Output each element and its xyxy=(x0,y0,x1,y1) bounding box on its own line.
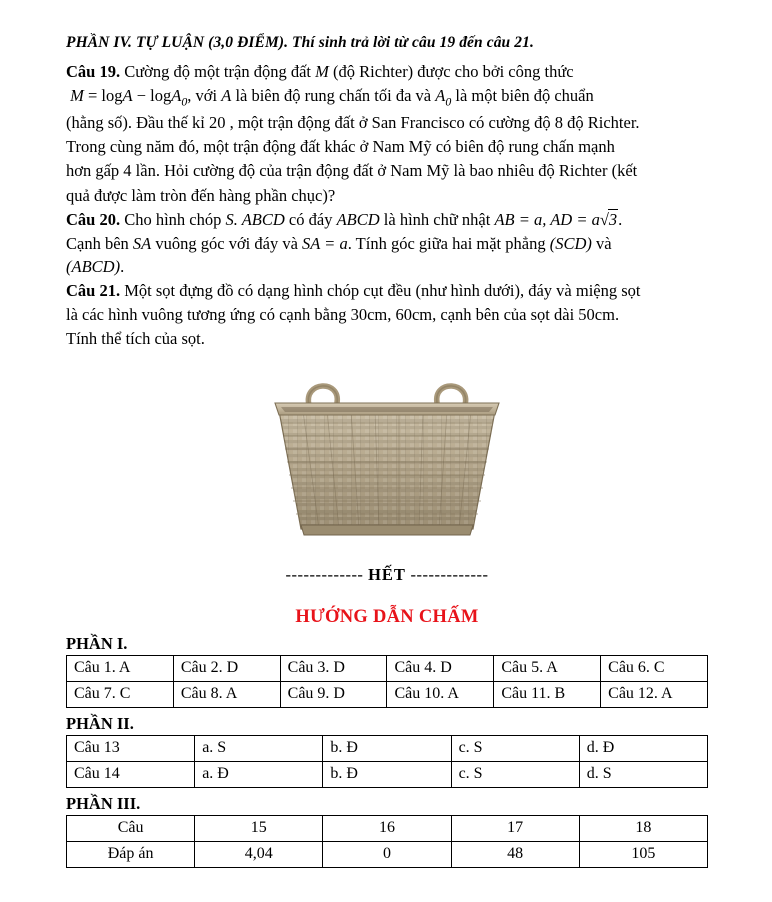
basket-figure xyxy=(66,363,708,555)
cell: d. S xyxy=(579,761,707,787)
table-row xyxy=(67,815,708,841)
cell: a. S xyxy=(195,735,323,761)
section-heading: PHẦN IV. TỰ LUẬN (3,0 ĐIỂM). Thí sinh trả lời từ câu 19 đến câu 21. xyxy=(66,34,534,51)
cell: Câu 10. A xyxy=(387,681,494,707)
question-19-line-6: quả được làm tròn đến hàng phần chục)? xyxy=(66,185,336,205)
cell: Câu 11. B xyxy=(494,681,601,707)
cell: c. S xyxy=(451,761,579,787)
part-2-table-wrap xyxy=(66,735,708,788)
cell: 16 xyxy=(323,815,451,841)
question-19-text-1: Cường độ một trận động đất M (độ Richter) được cho bởi công thức xyxy=(124,62,574,81)
cell: 4,04 xyxy=(195,841,323,867)
cell: 0 xyxy=(323,841,451,867)
cell: b. Đ xyxy=(323,761,451,787)
cell: 48 xyxy=(451,841,579,867)
question-20-line-2: Cạnh bên SA vuông góc với đáy và SA = a. Tính góc giữa hai mặt phẳng (SCD) và xyxy=(66,233,612,253)
part-1-table xyxy=(66,655,708,708)
part-2-table xyxy=(66,735,708,788)
end-marker xyxy=(66,565,708,585)
cell: Câu xyxy=(67,815,195,841)
question-21-text-1: Một sọt đựng đồ có dạng hình chóp cụt đều (như hình dưới), đáy và miệng sọt xyxy=(124,280,641,300)
woven-basket-icon xyxy=(257,363,517,553)
cell: Câu 12. A xyxy=(601,681,708,707)
cell: a. Đ xyxy=(195,761,323,787)
cell: Câu 6. C xyxy=(601,655,708,681)
question-19-line-1 xyxy=(66,60,708,83)
question-21-line-3: Tính thể tích của sọt. xyxy=(66,329,205,349)
cell: Câu 1. A xyxy=(67,655,174,681)
question-20-line-3: (ABCD). xyxy=(66,257,125,277)
table-row xyxy=(67,841,708,867)
question-19-label: Câu 19. xyxy=(66,62,121,81)
question-19-line-3: (hằng số). Đầu thế kỉ 20 , một trận động đất ở San Francisco có cường độ 8 độ Richter. xyxy=(66,112,640,132)
end-dashes-left: ------------- xyxy=(285,564,364,584)
part-1-label: PHẦN I. xyxy=(66,633,128,653)
question-21-line-2: là các hình vuông tương ứng có cạnh bằng 30cm, 60cm, cạnh bên của sọt dài 50cm. xyxy=(66,304,620,324)
end-word: HẾT xyxy=(368,564,406,584)
cell: c. S xyxy=(451,735,579,761)
cell: d. Đ xyxy=(579,735,707,761)
part-2-label: PHẦN II. xyxy=(66,713,134,733)
cell: Câu 14 xyxy=(67,761,195,787)
cell: Câu 5. A xyxy=(494,655,601,681)
question-21-line-1 xyxy=(66,279,708,302)
question-20-line-1: Câu 20. Cho hình chóp S. ABCD có đáy ABCD là hình chữ nhật AB = a, AD = a√3. xyxy=(66,210,623,230)
part-1-table-wrap xyxy=(66,655,708,708)
cell: Câu 7. C xyxy=(67,681,174,707)
question-19-line-5: hơn gấp 4 lần. Hỏi cường độ của trận động đất ở Nam Mỹ là bao nhiêu độ Richter (kết xyxy=(66,161,638,181)
part-3-label: PHẦN III. xyxy=(66,793,141,813)
cell: Câu 8. A xyxy=(173,681,280,707)
question-19-formula: M = logA − logA$_0$, với A là biên độ rung chấn tối đa và $A_0$ là một biên độ chuẩn xyxy=(70,86,594,109)
table-row xyxy=(67,761,708,787)
cell: Đáp án xyxy=(67,841,195,867)
cell: 15 xyxy=(195,815,323,841)
cell: 105 xyxy=(579,841,707,867)
part-3-table-wrap xyxy=(66,815,708,868)
cell: Câu 4. D xyxy=(387,655,494,681)
question-20-label: Câu 20. xyxy=(66,210,121,230)
question-21-label: Câu 21. xyxy=(66,280,121,300)
cell: Câu 3. D xyxy=(280,655,387,681)
cell: 17 xyxy=(451,815,579,841)
table-row xyxy=(67,735,708,761)
document-content xyxy=(66,34,708,868)
table-row xyxy=(67,681,708,707)
end-dashes-right: ------------- xyxy=(410,564,489,584)
cell: Câu 13 xyxy=(67,735,195,761)
part-3-table xyxy=(66,815,708,868)
cell: Câu 9. D xyxy=(280,681,387,707)
answer-key-title: HƯỚNG DẪN CHẤM xyxy=(295,606,479,627)
question-19-line-4: Trong cùng năm đó, một trận động đất khác ở Nam Mỹ có biên độ rung chấn mạnh xyxy=(66,137,615,156)
cell: b. Đ xyxy=(323,735,451,761)
cell: 18 xyxy=(579,815,707,841)
table-row xyxy=(67,655,708,681)
cell: Câu 2. D xyxy=(173,655,280,681)
